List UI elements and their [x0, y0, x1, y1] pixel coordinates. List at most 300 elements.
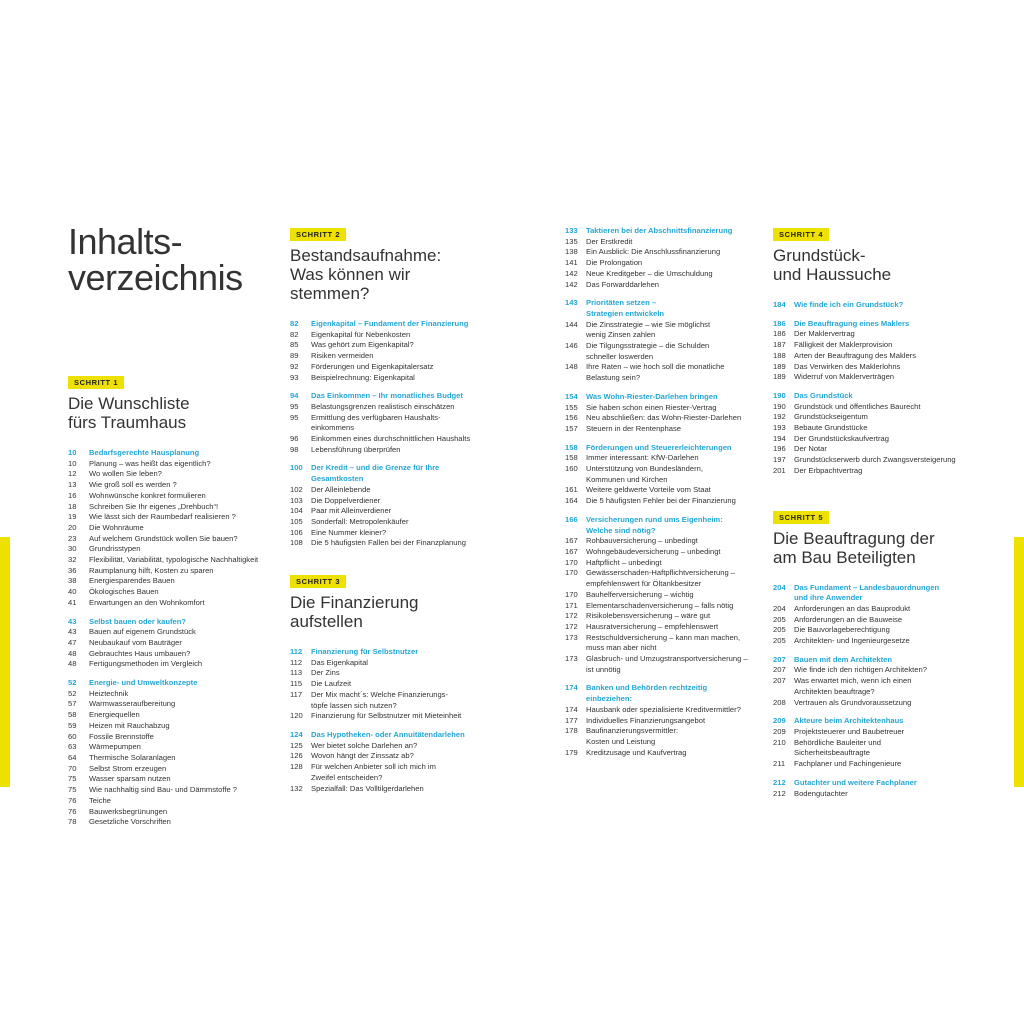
entry-title: Flexibilität, Variabilität, typologische Nachhaltigkeit — [89, 555, 259, 565]
page-number: 104 — [290, 506, 303, 516]
page-number: 212 — [773, 777, 786, 787]
entry-title: Lebensführung überprüfen — [311, 444, 401, 454]
entry-title: Energie- und Umweltkonzepte — [89, 678, 198, 688]
toc-entry — [290, 658, 490, 669]
step-title: Die Wunschliste fürs Traumhaus — [68, 394, 190, 432]
toc-chapter-heading — [68, 448, 268, 459]
toc-entry — [773, 604, 973, 615]
page-number: 158 — [565, 453, 578, 463]
toc-entry — [773, 466, 973, 477]
entry-title: Architekten- und Ingenieurgesetze — [794, 636, 910, 646]
page-number: 194 — [773, 433, 786, 443]
entry-title: Neubaukauf vom Bauträger — [89, 637, 182, 647]
page-number: 141 — [565, 258, 578, 268]
toc-entry — [565, 237, 765, 248]
entry-title: Ökologisches Bauen — [89, 587, 159, 597]
entry-title: Ihre Raten – wie hoch soll die monatliche Belastung sein? — [586, 362, 725, 383]
page-number: 48 — [68, 648, 77, 658]
page-number: 43 — [68, 627, 77, 637]
entry-title: Haftpflicht – unbedingt — [586, 557, 662, 567]
entry-title: Die Zinsstrategie – wie Sie möglichst wenig Zinsen zahlen — [586, 319, 711, 340]
toc-chapter-heading — [290, 463, 490, 484]
page-number: 105 — [290, 516, 303, 526]
entry-title: Prioritäten setzen – Strategien entwickeln — [586, 298, 665, 318]
toc-entry — [290, 402, 490, 413]
yellow-edge-bar-right — [1014, 537, 1024, 787]
toc-entry — [773, 615, 973, 626]
page-number: 204 — [773, 603, 786, 613]
toc-column-1 — [68, 221, 268, 828]
page-number: 142 — [565, 279, 578, 289]
entry-title: Spezialfall: Das Volltilgerdarlehen — [311, 783, 424, 793]
page-number: 85 — [290, 340, 299, 350]
entry-title: Schreiben Sie Ihr eigenes „Drehbuch“! — [89, 501, 219, 511]
toc-entry — [565, 269, 765, 280]
toc-entry — [68, 491, 268, 502]
page-title: Inhalts- verzeichnis — [68, 221, 243, 298]
entry-title: Wie nachhaltig sind Bau- und Dämmstoffe ? — [89, 785, 238, 795]
toc-entry — [565, 705, 765, 716]
entry-title: Energiequellen — [89, 710, 140, 720]
page-number: 172 — [565, 611, 578, 621]
toc-entry — [68, 627, 268, 638]
page-number: 204 — [773, 582, 786, 592]
entry-title: Akteure beim Architektenhaus — [794, 716, 904, 726]
page-number: 38 — [68, 576, 77, 586]
entry-title: Finanzierung für Selbstnutzer — [311, 647, 419, 657]
toc-column-4 — [773, 224, 973, 799]
entry-title: Heiztechnik — [89, 688, 129, 698]
page-number: 63 — [68, 742, 77, 752]
toc-entry — [565, 654, 765, 675]
page-number: 173 — [565, 654, 578, 664]
toc-entry — [290, 762, 490, 783]
toc-entry — [773, 665, 973, 676]
entry-title: Banken und Behörden rechtzeitig einbeziehen: — [586, 683, 708, 704]
page-number: 16 — [68, 490, 77, 500]
toc-entry — [565, 726, 765, 747]
entry-title: Risikolebensversicherung – wäre gut — [586, 611, 711, 621]
page-number: 143 — [565, 298, 578, 308]
toc-entry — [773, 455, 973, 466]
toc-entry — [773, 738, 973, 759]
toc-entry — [773, 625, 973, 636]
toc-entry — [68, 534, 268, 545]
toc-entry — [773, 676, 973, 697]
entry-title: Fossile Brennstoffe — [89, 731, 154, 741]
toc-entries — [290, 319, 490, 549]
toc-entry — [565, 622, 765, 633]
toc-chapter-heading — [290, 730, 490, 741]
entry-title: Wohngebäudeversicherung – unbedingt — [586, 546, 721, 556]
page-number: 179 — [565, 747, 578, 757]
page-number: 158 — [565, 442, 578, 452]
toc-entry — [773, 789, 973, 800]
toc-chapter-heading — [773, 778, 973, 789]
toc-entry — [565, 485, 765, 496]
page-number: 120 — [290, 711, 303, 721]
page-number: 125 — [290, 740, 303, 750]
toc-entry — [68, 638, 268, 649]
toc-chapter-heading — [773, 655, 973, 666]
page-number: 76 — [68, 806, 77, 816]
page-number: 60 — [68, 731, 77, 741]
toc-entry — [773, 444, 973, 455]
page-number: 186 — [773, 329, 786, 339]
toc-entries — [773, 300, 973, 477]
step-badge: SCHRITT 4 — [773, 228, 829, 241]
toc-entry — [290, 506, 490, 517]
page-number: 94 — [290, 391, 299, 401]
page-number: 113 — [290, 668, 303, 678]
page-number: 10 — [68, 448, 77, 457]
toc-entry — [68, 649, 268, 660]
page-number: 186 — [773, 318, 786, 328]
toc-entry — [773, 362, 973, 373]
toc-section-schritt-1 — [68, 372, 268, 828]
entry-title: Steuern in der Rentenphase — [586, 423, 681, 433]
toc-entry — [565, 558, 765, 569]
toc-entry — [565, 464, 765, 485]
toc-chapter-heading — [565, 392, 765, 403]
page-number: 205 — [773, 636, 786, 646]
entry-title: Der Erbpachtvertrag — [794, 465, 863, 475]
page-number: 172 — [565, 621, 578, 631]
entry-title: Wasser sparsam nutzen — [89, 774, 171, 784]
toc-entry — [290, 517, 490, 528]
page-number: 138 — [565, 247, 578, 257]
step-title: Die Finanzierung aufstellen — [290, 593, 419, 632]
entry-title: Was gehört zum Eigenkapital? — [311, 340, 414, 350]
entry-title: Wie finde ich ein Grundstück? — [794, 300, 904, 309]
page-number: 190 — [773, 401, 786, 411]
toc-entry — [565, 601, 765, 612]
entry-title: Für welchen Anbieter soll ich mich im Zweifel entscheiden? — [311, 762, 436, 782]
entry-title: Bauwerksbegrünungen — [89, 806, 168, 816]
toc-section-schritt-3 — [290, 571, 490, 794]
page-number: 207 — [773, 665, 786, 675]
toc-entry — [290, 413, 490, 434]
toc-entry — [773, 636, 973, 647]
entry-title: Wie groß soll es werden ? — [89, 480, 177, 490]
entry-title: Ermittlung des verfügbaren Haushalts- einkommens — [311, 412, 441, 433]
page-number: 171 — [565, 600, 578, 610]
toc-entry — [290, 434, 490, 445]
entry-title: Was erwartet mich, wenn ich einen Architekten beauftrage? — [794, 676, 912, 696]
page-number: 78 — [68, 817, 77, 827]
toc-entry — [68, 732, 268, 743]
entry-title: Das Hypotheken- oder Annuitätendarlehen — [311, 729, 465, 739]
page-number: 157 — [565, 423, 578, 433]
page-number: 82 — [290, 329, 299, 339]
toc-chapter-heading — [565, 226, 765, 237]
toc-entry — [68, 742, 268, 753]
page-number: 205 — [773, 614, 786, 624]
toc-entry — [565, 536, 765, 547]
toc-column-2 — [290, 224, 490, 794]
toc-entry — [773, 434, 973, 445]
page-number: 208 — [773, 697, 786, 707]
entry-title: Paar mit Alleinverdiener — [311, 506, 392, 516]
toc-entry — [68, 459, 268, 470]
entry-title: Das Verwirken des Maklerlohns — [794, 361, 901, 371]
toc-column-3 — [565, 226, 765, 758]
entry-title: Kreditzusage und Kaufvertrag — [586, 747, 687, 757]
toc-entry — [68, 512, 268, 523]
entry-title: Gebrauchtes Haus umbauen? — [89, 648, 191, 658]
entry-title: Förderungen und Steuererleichterungen — [586, 442, 732, 452]
entry-title: Die Bauvorlageberechtigung — [794, 625, 890, 635]
entry-title: Bauen auf eigenem Grundstück — [89, 627, 196, 637]
entry-title: Planung – was heißt das eigentlich? — [89, 458, 211, 468]
page-number: 187 — [773, 340, 786, 350]
entry-title: Sie haben schon einen Riester-Vertrag — [586, 402, 717, 412]
page-number: 132 — [290, 783, 303, 793]
entry-title: Finanzierung für Selbstnutzer mit Mieteinheit — [311, 711, 462, 721]
page-number: 57 — [68, 699, 77, 709]
entry-title: Der Zins — [311, 668, 340, 678]
toc-entry — [565, 258, 765, 269]
toc-entry — [565, 633, 765, 654]
entry-title: Das Fundament – Landesbauordnungen und ihre Anwender — [794, 582, 940, 603]
page-number: 154 — [565, 391, 578, 401]
toc-entry — [68, 598, 268, 609]
toc-entry — [773, 423, 973, 434]
page-number: 75 — [68, 774, 77, 784]
toc-entry — [68, 796, 268, 807]
step-badge: SCHRITT 5 — [773, 511, 829, 524]
entry-title: Wie finde ich den richtigen Architekten? — [794, 665, 927, 675]
page-number: 128 — [290, 762, 303, 772]
toc-chapter-heading — [290, 391, 490, 402]
page-number: 64 — [68, 752, 77, 762]
toc-chapter-heading — [565, 443, 765, 454]
entry-title: Das Grundstück — [794, 390, 853, 400]
entry-title: Beispielrechnung: Eigenkapital — [311, 372, 415, 382]
toc-entry — [290, 351, 490, 362]
entry-title: Wohnwünsche konkret formulieren — [89, 490, 206, 500]
entry-title: Was Wohn-Riester-Darlehen bringen — [586, 391, 718, 401]
entry-title: Der Maklervertrag — [794, 329, 855, 339]
page-number: 13 — [68, 480, 77, 490]
step-badge: SCHRITT 2 — [290, 228, 346, 241]
page-number: 112 — [290, 647, 303, 657]
entry-title: Grundrisstypen — [89, 544, 141, 554]
entry-title: Hausbank oder spezialisierte Kreditvermittler? — [586, 704, 741, 714]
page-number: 100 — [290, 463, 303, 473]
toc-entry — [565, 568, 765, 589]
toc-entry — [68, 699, 268, 710]
page-number: 155 — [565, 402, 578, 412]
page-number: 167 — [565, 546, 578, 556]
entry-title: Weitere geldwerte Vorteile vom Staat — [586, 485, 711, 495]
toc-entry — [68, 555, 268, 566]
entry-title: Rohbauversicherung – unbedingt — [586, 536, 698, 546]
toc-chapter-heading — [290, 319, 490, 330]
toc-entry — [290, 668, 490, 679]
toc-entry — [290, 373, 490, 384]
page-number: 108 — [290, 538, 303, 548]
toc-entry — [68, 764, 268, 775]
toc-entry — [773, 372, 973, 383]
entry-title: Der Mix macht´s: Welche Finanzierungs- töpfe lassen sich nutzen? — [311, 689, 449, 710]
entry-title: Eine Nummer kleiner? — [311, 527, 387, 537]
page-number: 96 — [290, 434, 299, 444]
toc-entry — [68, 817, 268, 828]
toc-entry — [773, 329, 973, 340]
entry-title: Erwartungen an den Wohnkomfort — [89, 597, 205, 607]
page-number: 166 — [565, 514, 578, 524]
page-number: 148 — [565, 362, 578, 372]
entry-title: Immer interessant: KfW-Darlehen — [586, 453, 699, 463]
entry-title: Wer bietet solche Darlehen an? — [311, 740, 418, 750]
page-number: 106 — [290, 527, 303, 537]
toc-entry — [68, 480, 268, 491]
entry-title: Belastungsgrenzen realistisch einschätzen — [311, 401, 455, 411]
page-number: 36 — [68, 565, 77, 575]
entry-title: Wie lässt sich der Raumbedarf realisieren ? — [89, 512, 236, 522]
page-number: 193 — [773, 423, 786, 433]
entry-title: Warmwasseraufbereitung — [89, 699, 176, 709]
entry-title: Versicherungen rund ums Eigenheim: Welche sind nötig? — [586, 514, 723, 535]
page-number: 124 — [290, 729, 303, 739]
toc-entry — [290, 538, 490, 549]
entry-title: Die Prolongation — [586, 258, 643, 268]
page-number: 82 — [290, 319, 299, 328]
toc-entry — [565, 247, 765, 258]
page-number: 43 — [68, 616, 77, 626]
toc-entry — [773, 402, 973, 413]
entry-title: Baufinanzierungsvermittler: Kosten und Leistung — [586, 726, 679, 746]
entry-title: Bedarfsgerechte Hausplanung — [89, 448, 200, 457]
toc-entry — [565, 748, 765, 759]
page-number: 161 — [565, 485, 578, 495]
entry-title: Gutachter und weitere Fachplaner — [794, 777, 917, 787]
page-number: 207 — [773, 654, 786, 664]
entry-title: Hausratversicherung – empfehlenswert — [586, 621, 719, 631]
toc-entry — [290, 485, 490, 496]
page-number: 188 — [773, 350, 786, 360]
entry-title: Arten der Beauftragung des Maklers — [794, 350, 916, 360]
page-number: 167 — [565, 536, 578, 546]
entry-title: Widerruf von Maklerverträgen — [794, 372, 895, 382]
toc-entry — [773, 759, 973, 770]
toc-entry — [773, 340, 973, 351]
page-number: 174 — [565, 683, 578, 693]
toc-entry — [773, 412, 973, 423]
toc-entry — [565, 453, 765, 464]
toc-entry — [773, 351, 973, 362]
page-number: 95 — [290, 412, 299, 422]
page-number: 192 — [773, 412, 786, 422]
entry-title: Fertigungsmethoden im Vergleich — [89, 659, 203, 669]
page-number: 20 — [68, 522, 77, 532]
page-number: 103 — [290, 495, 303, 505]
toc-entry — [565, 716, 765, 727]
entry-title: Grundstück und öffentliches Baurecht — [794, 401, 921, 411]
page-number: 70 — [68, 763, 77, 773]
page-number: 41 — [68, 597, 77, 607]
entry-title: Die Doppelverdiener — [311, 495, 381, 505]
entry-title: Das Eigenkapital — [311, 657, 368, 667]
page-number: 178 — [565, 726, 578, 736]
step-title: Bestandsaufnahme: Was können wir stemmen? — [290, 246, 442, 303]
page-number: 205 — [773, 625, 786, 635]
entry-title: Grundstückseigentum — [794, 412, 868, 422]
yellow-edge-bar-left — [0, 537, 10, 787]
toc-entry — [773, 727, 973, 738]
entry-title: Wärmepumpen — [89, 742, 141, 752]
page-number: 212 — [773, 788, 786, 798]
entry-title: Heizen mit Rauchabzug — [89, 720, 170, 730]
toc-entry — [565, 496, 765, 507]
toc-chapter-heading — [773, 391, 973, 402]
entry-title: Die Laufzeit — [311, 679, 352, 689]
toc-chapter-heading — [68, 678, 268, 689]
page-number: 10 — [68, 458, 77, 468]
entry-title: Der Grundstückskaufvertrag — [794, 433, 889, 443]
toc-entry — [68, 753, 268, 764]
toc-entry — [565, 362, 765, 383]
toc-section-schritt-4 — [773, 224, 973, 477]
page-number: 184 — [773, 300, 786, 309]
toc-entry — [565, 280, 765, 291]
entry-title: Die Tilgungsstrategie – die Schulden schneller loswerden — [586, 341, 710, 361]
toc-entries — [290, 647, 490, 794]
toc-chapter-heading — [565, 515, 765, 536]
entry-title: Wovon hängt der Zinssatz ab? — [311, 751, 414, 761]
entry-title: Der Erstkredit — [586, 236, 633, 246]
entry-title: Einkommen eines durchschnittlichen Haushalts — [311, 434, 471, 444]
entry-title: Der Kredit – und die Grenze für Ihre Gesamtkosten — [311, 463, 440, 484]
page-number: 156 — [565, 413, 578, 423]
entry-title: Das Einkommen – Ihr monatliches Budget — [311, 391, 463, 401]
page-number: 201 — [773, 465, 786, 475]
toc-entry — [565, 611, 765, 622]
entry-title: Teiche — [89, 795, 111, 805]
page-number: 209 — [773, 716, 786, 726]
entry-title: Gesetzliche Vorschriften — [89, 817, 171, 827]
entry-title: Behördliche Bauleiter und Sicherheitsbeauftragte — [794, 737, 881, 758]
entry-title: Bauhelferversicherung – wichtig — [586, 589, 694, 599]
page-number: 142 — [565, 268, 578, 278]
page-number: 170 — [565, 568, 578, 578]
entry-title: Thermische Solaranlagen — [89, 752, 176, 762]
page-number: 173 — [565, 632, 578, 642]
page-number: 93 — [290, 372, 299, 382]
toc-entry — [68, 659, 268, 670]
toc-entry — [773, 698, 973, 709]
page-number: 115 — [290, 679, 303, 689]
page-number: 209 — [773, 726, 786, 736]
page-number: 47 — [68, 637, 77, 647]
page-number: 177 — [565, 715, 578, 725]
toc-entry — [290, 751, 490, 762]
toc-entry — [565, 413, 765, 424]
toc-entry — [290, 784, 490, 795]
toc-chapter-heading — [773, 319, 973, 330]
entry-title: Elementarschadenversicherung – falls nötig — [586, 600, 734, 610]
entry-title: Taktieren bei der Abschnittsfinanzierung — [586, 226, 733, 235]
page-number: 170 — [565, 589, 578, 599]
step-title: Grundstück- und Haussuche — [773, 246, 892, 284]
entry-title: Anforderungen an das Bauprodukt — [794, 603, 911, 613]
page-number: 19 — [68, 512, 77, 522]
toc-chapter-heading — [773, 300, 973, 311]
toc-entry — [68, 785, 268, 796]
page-number: 92 — [290, 361, 299, 371]
toc-entry — [68, 710, 268, 721]
